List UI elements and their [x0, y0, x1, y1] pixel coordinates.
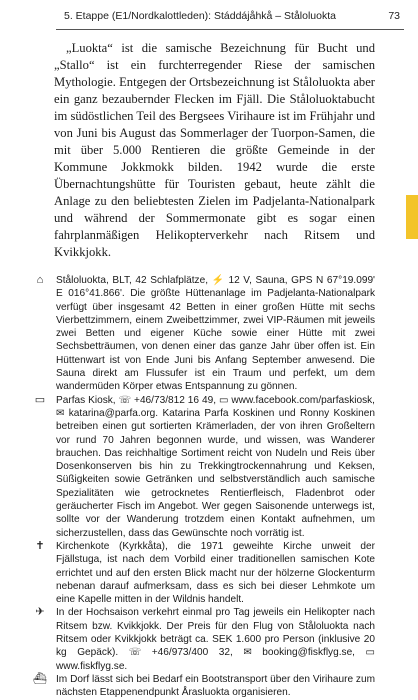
email-icon: ✉: [56, 407, 65, 419]
helicopter-icon: ✈: [35, 606, 45, 619]
kiosk-text-b: +46/73/812 16 49,: [131, 394, 219, 406]
heli-text-c: booking@fiskflyg.se,: [251, 647, 366, 659]
church-icon: ✝: [35, 539, 45, 552]
phone-icon: ☏: [128, 647, 142, 659]
web-icon: ▭: [365, 647, 375, 659]
chapter-tab-marker: [406, 195, 418, 239]
heli-text-a: In der Hochsaison verkehrt einmal pro Tag jeweils ein Helikopter nach Ritsem bzw. Kvikkjokk. Der Preis für den Flug von Ståloluokta nach Ritsem oder Kvikkjokk beträgt ca. SEK 1.600 pro Person (inklusive 20 kg Gepäck).: [56, 607, 375, 659]
solar-power-icon: ⚡: [211, 275, 225, 286]
hut-icon: ⌂: [36, 274, 44, 286]
church-text: Kirchenkote (Kyrkkåta), die 1971 geweihte Kirche unweit der Fjällstuga, ist nach dem Vorbild einer traditionellen samischen Kote errichtet und auf den ersten Blick macht nur der hölzerne Glockenturm nebenan darauf aufmerksam, dass es sich bei dieser Lehmkote um eine Kapelle mitten in der Wildnis handelt.: [56, 540, 375, 606]
email-icon: ✉: [243, 647, 252, 659]
info-section: [33, 274, 375, 700]
kiosk-text-c: www.facebook.com/parfaskiosk,: [228, 394, 375, 406]
heli-text-b: +46/973/400 32,: [141, 647, 244, 659]
boat-text: Im Dorf lässt sich bei Bedarf ein Bootstransport über den Virihaure zum nächsten Etappenendpunkt Årasluokta organisieren.: [56, 673, 375, 699]
chapter-title: 5. Etappe (E1/Nordkalottleden): Stáddájåhkå – Ståloluokta: [63, 10, 336, 22]
intro-paragraph: „Luokta“ ist die samische Bezeichnung für Bucht und „Stallo“ ist ein furchterregender Riese der samischen Mythologie. Entgegen der Ortsbezeichnung ist Ståloluokta aber ein ganz bezaubernder Flecken im Fjäll. Die Ståloluoktabucht im südöstlichen Teil des Bergsees Virihaure ist im Frühjahr und von Juni bis August das Sommerlager der Tuorpon-Samen, die mit über 5.000 Rentieren die größte Gemeinde in der Kommune Jokkmokk bilden. 1942 wurde die erste Übernachtungshütte für Touristen gebaut, heute zählt die Anlage zu den beliebtesten Zielen im Padjelanta-Nationalpark und während der Sommermonate gibt es sogar einen fahrplanmäßigen Helikopterverkehr nach Ritsem und Kvikkjokk.: [54, 41, 375, 259]
boat-entry: [33, 672, 375, 700]
shop-icon: ▭: [34, 393, 46, 406]
church-entry: [35, 539, 375, 606]
boat-icon: ⛴: [33, 672, 47, 685]
hut-text-b: 12 V, Sauna, GPS N 67°19.099' E 016°41.866'. Die größte Hüttenanlage im Padjelanta-Nationalpark verfügt über insgesamt 42 Betten in einer großen Hütte mit sechs Vierbettzimmern, einem Zweibettzimmer, zwei VIP-Räumen mit jeweils zwei Betten und eigener Küche sowie einer Hütte mit zwei Sechsbetträumen, von denen einer das ganze Jahr über offen ist. Ein Hüttenwart ist von Ende Juni bis Anfang September anwesend. Die Sauna direkt am Flussufer ist ein Traum und perfekt, um dem wandermüden Körper etwas Entspannung zu gönnen.: [56, 275, 375, 393]
helicopter-entry: [35, 606, 375, 672]
running-header: [0, 6, 418, 28]
web-icon: ▭: [218, 394, 229, 406]
kiosk-text-a: Parfas Kiosk,: [56, 394, 119, 406]
header-rule: [56, 29, 404, 30]
hut-entry: [36, 274, 375, 394]
kiosk-entry: [34, 393, 375, 540]
heli-text-d: www.fiskflyg.se.: [56, 660, 128, 672]
kiosk-text-d: katarina@parfa.org. Katarina Parfa Koskinen und Ronny Koskinen betreiben einen gut sortierten Krämerladen, der von ihren Großeltern vor rund 70 Jahren begonnen wurde, und wissen, was Wanderer brauchen. Das reichhaltige Sortiment reicht von Nudeln und Reis über Dosenkonserven bis hin zu Trekkingtrockennahrung und Keksen, Süßigkeiten sowie Getränken und selbstverständlich auch samische Spezialitäten wie getrocknetes Rentierfleisch, Fladenbrot oder geräucherter Fisch im Angebot. Wer gegen Saisonende unterwegs ist, sollte vor der Wanderung trotzdem einen Kontakt aufnehmen, um sicherzustellen, dass das Gewünschte noch vorrätig ist.: [56, 407, 375, 539]
page-number: 73: [388, 10, 400, 22]
hut-text-a: Ståloluokta, BLT, 42 Schlafplätze,: [56, 275, 212, 286]
phone-icon: ☏: [118, 394, 132, 406]
